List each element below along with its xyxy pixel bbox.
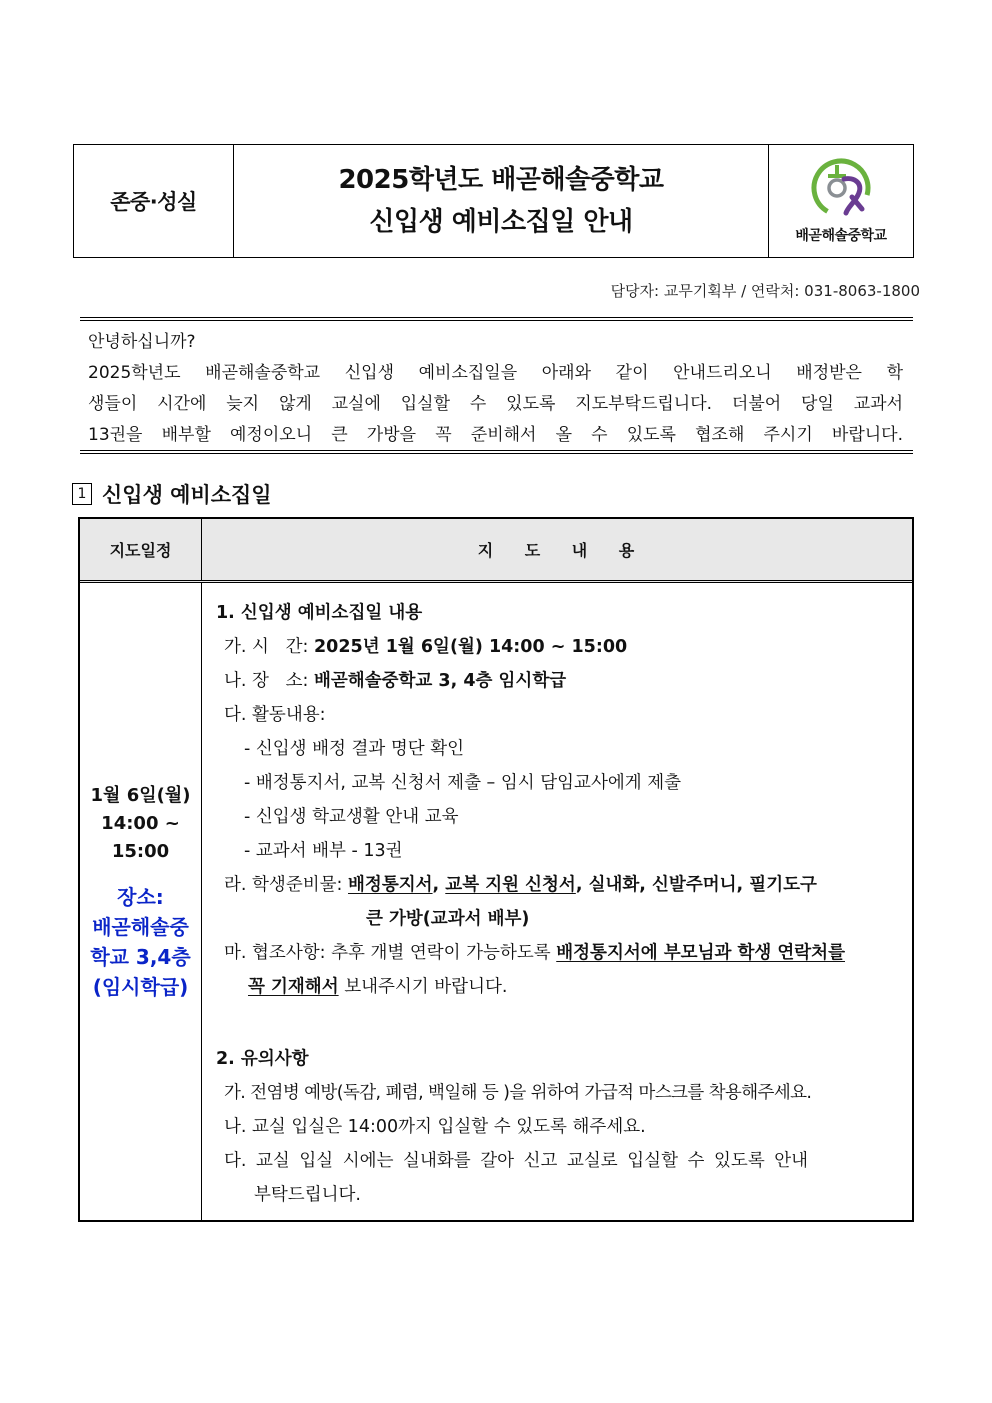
s1-prep-2: 교복 지원 신청서: [445, 875, 576, 895]
document-title: [234, 145, 768, 257]
column-divider: [201, 583, 202, 1220]
s2-title: 2. 유의사항: [216, 1049, 309, 1069]
date-time-start: 14:00 ~: [101, 812, 180, 834]
s1-coop-bold: 배정통지서에 부모님과 학생 연락처를: [556, 943, 845, 963]
greeting-line-2: 2025학년도 배곧해솔중학교 신입생 예비소집일을 아래와 같이 안내드리오니 배정받은 학: [88, 363, 903, 383]
title-line-1: 2025학년도 배곧해솔중학교: [338, 165, 664, 195]
s1-prep-label: 라. 학생준비물:: [224, 875, 349, 895]
s1-time-label: 가. 시 간:: [224, 637, 314, 657]
s2-item-1: 가. 전염병 예방(독감, 폐렴, 백일해 등 )을 위하여 가급적 마스크를 착용해주세요.: [224, 1083, 812, 1103]
greeting-line-3: 생들이 시간에 늦지 않게 교실에 입실할 수 있도록 지도부탁드립니다. 더불어 당일 교과서: [88, 394, 903, 414]
s1-coop-line-2: [248, 973, 507, 998]
table-header: [80, 519, 912, 583]
s2-item-2: 나. 교실 입실은 14:00까지 입실할 수 있도록 해주세요.: [224, 1117, 646, 1137]
section-heading: [72, 479, 272, 509]
place-line-1: 배곧해솔중: [92, 914, 189, 939]
date-day: 1월 6일(월): [90, 784, 191, 806]
s1-prep-1: 배정통지서: [348, 875, 433, 895]
place-line-2: 학교 3,4층: [90, 944, 191, 969]
title-line-2: 신입생 예비소집일 안내: [369, 207, 633, 237]
s2-item-3b: 부탁드립니다.: [254, 1185, 361, 1205]
s1-title: 1. 신입생 예비소집일 내용: [216, 603, 423, 623]
s1-prep-rest: , 실내화, 신발주머니, 필기도구: [575, 875, 817, 895]
s1-time: [224, 633, 627, 658]
greeting: [88, 327, 903, 451]
header-content: 지 도 내 용: [477, 541, 637, 560]
section-title: 신입생 예비소집일: [102, 483, 272, 507]
s1-activity-2: - 배정통지서, 교복 신청서 제출 – 임시 담임교사에게 제출: [244, 773, 682, 793]
divider-bottom: [80, 450, 913, 454]
s1-coop-rest: 보내주시기 바랍니다.: [338, 977, 508, 997]
date-cell: [80, 583, 201, 1220]
s1-activity-3: - 신입생 학교생활 안내 교육: [244, 807, 459, 827]
greeting-line-4: 13권을 배부할 예정이오니 큰 가방을 꼭 준비해서 올 수 있도록 협조해 주시기 바랍니다.: [88, 425, 903, 445]
date-time-end: 15:00: [111, 840, 170, 862]
contact-info: 담당자: 교무기획부 / 연락처: 031-8063-1800: [610, 282, 920, 300]
s1-place-value: 배곧해솔중학교 3, 4층 임시학급: [314, 671, 567, 691]
header-box: [73, 144, 914, 258]
school-motto: 존중·성실: [74, 145, 234, 257]
s1-activity-4: - 교과서 배부 - 13권: [244, 841, 403, 861]
s1-coop-label: 마. 협조사항: 추후 개별 연락이 가능하도록: [224, 943, 557, 963]
place-line-3: (임시학급): [92, 974, 189, 999]
school-logo-icon: [808, 157, 874, 219]
s1-prep-sep: ,: [432, 875, 446, 895]
s2-item-3: 다. 교실 입실 시에는 실내화를 갈아 신고 교실로 입실할 수 있도록 안내: [224, 1151, 809, 1171]
schedule-table: [78, 517, 914, 1222]
s1-coop-bold-2: 꼭 기재해서: [248, 977, 339, 997]
s1-activity-label: 다. 활동내용:: [224, 705, 326, 725]
s1-place-label: 나. 장 소:: [224, 671, 314, 691]
s1-prep-line-2: 큰 가방(교과서 배부): [366, 909, 530, 929]
header-date: 지도일정: [80, 519, 202, 580]
place-label: 장소:: [117, 884, 164, 909]
section-number: 1: [72, 483, 92, 505]
s1-activity-1: - 신입생 배정 결과 명단 확인: [244, 739, 465, 759]
school-logo: [768, 145, 913, 257]
s1-prep: [224, 871, 817, 896]
greeting-line-1: 안녕하십니까?: [88, 332, 196, 352]
divider-top: [80, 317, 913, 321]
s1-place: [224, 667, 566, 692]
logo-text: 배곧해솔중학교: [795, 228, 887, 244]
s1-time-value: 2025년 1월 6일(월) 14:00 ~ 15:00: [314, 637, 628, 657]
s1-coop: [224, 939, 845, 964]
